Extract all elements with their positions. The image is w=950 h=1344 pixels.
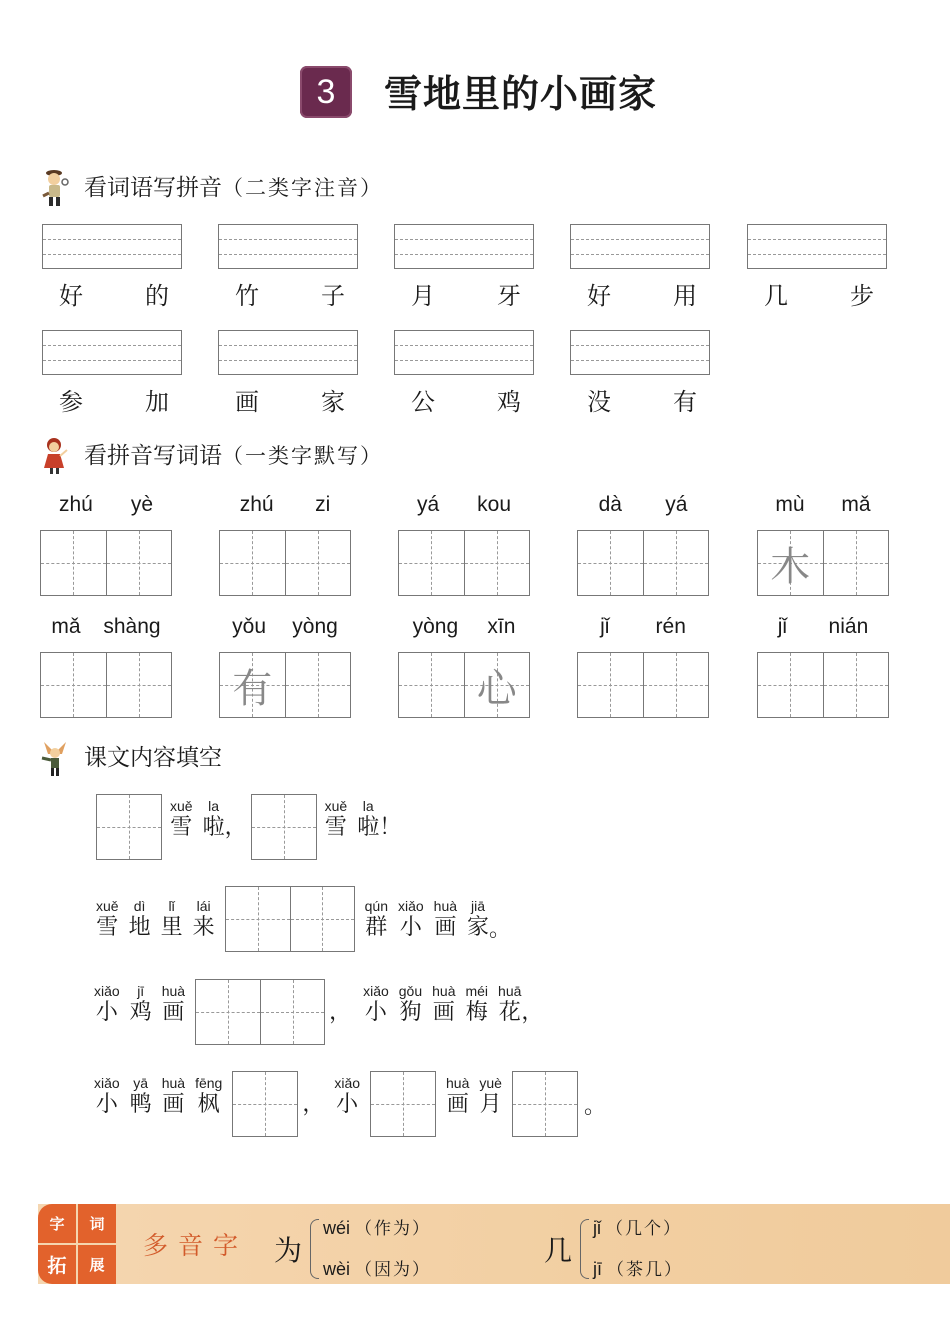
word-grid-item bbox=[757, 614, 889, 718]
answer-grid[interactable] bbox=[251, 794, 317, 860]
tianzi-grid[interactable] bbox=[40, 530, 172, 596]
polyphone-char: 为 bbox=[274, 1234, 303, 1267]
pinyin: zi bbox=[315, 493, 331, 516]
tianzi-grid[interactable] bbox=[219, 652, 351, 718]
pinyin: lǐ bbox=[168, 898, 175, 914]
section-header-fill-blanks bbox=[40, 738, 222, 778]
punctuation: 。 bbox=[489, 917, 512, 942]
hanzi: 雪 bbox=[96, 915, 119, 940]
pinyin: nián bbox=[828, 615, 869, 638]
reading-pinyin: jǐ bbox=[593, 1218, 602, 1238]
pinyin: jiā bbox=[471, 898, 486, 914]
section-note: （一类字默写） bbox=[222, 444, 383, 468]
pinyin: xuě bbox=[170, 798, 193, 814]
punctuation: 。 bbox=[583, 1094, 606, 1119]
trace-char: 木 bbox=[770, 543, 811, 590]
pinyin: huà bbox=[446, 1075, 470, 1091]
pinyin-writing-box[interactable] bbox=[42, 330, 182, 375]
pinyin-item bbox=[570, 224, 714, 311]
hanzi: 啦 bbox=[202, 815, 225, 840]
pinyin: yòng bbox=[292, 615, 338, 638]
hanzi: 有 bbox=[673, 388, 697, 416]
hanzi: 加 bbox=[145, 388, 169, 416]
pinyin: jǐ bbox=[777, 615, 788, 638]
punctuation: ， bbox=[521, 1000, 544, 1025]
pinyin-writing-box[interactable] bbox=[218, 224, 358, 269]
tianzi-grid[interactable] bbox=[40, 652, 172, 718]
trace-char: 心 bbox=[476, 665, 517, 712]
pinyin: mǎ bbox=[51, 615, 81, 638]
pinyin-item bbox=[42, 330, 186, 417]
reading-example: （几个） bbox=[606, 1219, 683, 1239]
answer-grid[interactable] bbox=[195, 979, 325, 1045]
tianzi-grid[interactable] bbox=[398, 530, 530, 596]
hanzi: 枫 bbox=[197, 1092, 220, 1117]
hanzi: 小 bbox=[364, 1000, 387, 1025]
pinyin: yā bbox=[133, 1075, 149, 1091]
word-grid-item bbox=[577, 614, 709, 718]
hanzi: 雪 bbox=[170, 815, 193, 840]
pinyin-writing-box[interactable] bbox=[394, 224, 534, 269]
word-grid-item bbox=[757, 492, 889, 596]
hanzi: 公 bbox=[411, 388, 435, 416]
tile: 字 bbox=[38, 1204, 76, 1243]
pinyin: xiǎo bbox=[94, 983, 120, 999]
hanzi: 鸡 bbox=[497, 388, 521, 416]
hanzi: 画 bbox=[235, 388, 259, 416]
section-title: 看拼音写词语 bbox=[84, 443, 222, 469]
tianzi-grid[interactable] bbox=[757, 530, 889, 596]
pinyin: méi bbox=[465, 983, 489, 999]
pinyin-item bbox=[394, 224, 538, 311]
hanzi: 没 bbox=[587, 388, 611, 416]
trace-char: 有 bbox=[232, 665, 273, 712]
pinyin: dà bbox=[598, 493, 622, 516]
hanzi: 竹 bbox=[235, 282, 259, 310]
pinyin: zhú bbox=[239, 493, 274, 516]
answer-grid[interactable] bbox=[225, 886, 355, 952]
pinyin-item bbox=[42, 224, 186, 311]
punctuation: ， bbox=[302, 1092, 325, 1117]
pinyin: xiǎo bbox=[94, 1075, 120, 1091]
pinyin: rén bbox=[655, 615, 686, 638]
tile: 展 bbox=[78, 1245, 116, 1284]
pinyin: huā bbox=[498, 983, 522, 999]
hanzi: 步 bbox=[850, 282, 874, 310]
punctuation: ！ bbox=[379, 815, 402, 840]
hanzi: 几 bbox=[764, 282, 788, 310]
pinyin: jǐ bbox=[600, 615, 610, 638]
pinyin-item bbox=[218, 330, 362, 417]
punctuation: ， bbox=[329, 1000, 352, 1025]
hanzi: 来 bbox=[192, 915, 215, 940]
hanzi: 好 bbox=[587, 282, 611, 310]
reading-example: （因为） bbox=[355, 1260, 432, 1280]
sentence-line-1 bbox=[96, 794, 401, 860]
hanzi: 花 bbox=[498, 1000, 521, 1025]
polyphone-entry bbox=[274, 1214, 431, 1284]
hanzi: 家 bbox=[467, 915, 490, 940]
pinyin: jī bbox=[137, 983, 145, 999]
pinyin-writing-box[interactable] bbox=[747, 224, 887, 269]
tianzi-grid[interactable] bbox=[398, 652, 530, 718]
pinyin: lái bbox=[196, 898, 211, 914]
section-header-write-pinyin bbox=[40, 168, 383, 208]
hanzi: 小 bbox=[399, 915, 422, 940]
hanzi: 鸭 bbox=[129, 1092, 152, 1117]
mascot-girl-dancer-icon bbox=[40, 436, 70, 476]
hanzi: 狗 bbox=[399, 1000, 422, 1025]
polyphone-entry bbox=[544, 1214, 683, 1284]
pinyin: mù bbox=[775, 493, 805, 516]
hanzi: 小 bbox=[95, 1092, 118, 1117]
lesson-title: 雪地里的小画家 bbox=[384, 71, 658, 116]
pinyin: la bbox=[362, 798, 374, 814]
hanzi: 群 bbox=[365, 915, 388, 940]
mascot-fox-icon bbox=[40, 738, 70, 778]
punctuation: ， bbox=[224, 815, 247, 840]
mascot-boy-explorer-icon bbox=[40, 168, 70, 208]
pinyin: la bbox=[208, 798, 220, 814]
brace bbox=[580, 1219, 589, 1279]
answer-grid[interactable] bbox=[370, 1071, 436, 1137]
pinyin-item bbox=[218, 224, 362, 311]
hanzi: 画 bbox=[432, 1000, 455, 1025]
tianzi-grid[interactable] bbox=[577, 530, 709, 596]
pinyin: huà bbox=[432, 983, 456, 999]
brace bbox=[310, 1219, 319, 1279]
hanzi: 地 bbox=[128, 915, 151, 940]
pinyin: zhú bbox=[58, 493, 93, 516]
hanzi: 的 bbox=[145, 282, 169, 310]
word-grid-item bbox=[398, 492, 530, 596]
hanzi: 画 bbox=[162, 1000, 185, 1025]
reading-pinyin: wéi bbox=[323, 1218, 351, 1238]
tianzi-grid[interactable] bbox=[757, 652, 889, 718]
word-grid-item bbox=[219, 614, 351, 718]
hanzi: 月 bbox=[411, 282, 435, 310]
pinyin-writing-box[interactable] bbox=[218, 330, 358, 375]
section-title: 看词语写拼音 bbox=[84, 175, 222, 201]
word-grid-item bbox=[219, 492, 351, 596]
pinyin-item bbox=[747, 224, 891, 311]
section-title: 课文内容填空 bbox=[84, 745, 222, 771]
reading-example: （茶几） bbox=[607, 1260, 684, 1280]
reading-example: （作为） bbox=[355, 1219, 432, 1239]
reading-pinyin: jī bbox=[593, 1259, 603, 1279]
section-header-write-words bbox=[40, 436, 383, 476]
hanzi: 里 bbox=[160, 915, 183, 940]
hanzi: 家 bbox=[321, 388, 345, 416]
section-note: （二类字注音） bbox=[222, 176, 383, 200]
hanzi: 好 bbox=[59, 282, 83, 310]
polyphone-char: 几 bbox=[544, 1234, 573, 1267]
pinyin: gǒu bbox=[398, 983, 423, 999]
pinyin: yǒu bbox=[232, 615, 266, 638]
pinyin: fēng bbox=[195, 1075, 223, 1091]
hanzi: 雪 bbox=[324, 815, 347, 840]
pinyin: xuě bbox=[324, 798, 348, 814]
hanzi: 月 bbox=[479, 1092, 502, 1117]
pinyin: huà bbox=[161, 1075, 186, 1091]
pinyin: yá bbox=[416, 493, 440, 516]
hanzi: 梅 bbox=[465, 1000, 488, 1025]
hanzi: 牙 bbox=[497, 282, 521, 310]
hanzi: 小 bbox=[95, 1000, 118, 1025]
hanzi: 画 bbox=[162, 1092, 185, 1117]
word-grid-item bbox=[398, 614, 530, 718]
word-grid-item bbox=[40, 614, 172, 718]
hanzi: 用 bbox=[673, 282, 697, 310]
pinyin: xuě bbox=[96, 898, 119, 914]
hanzi: 画 bbox=[446, 1092, 469, 1117]
pinyin: xīn bbox=[487, 615, 516, 638]
hanzi: 鸡 bbox=[129, 1000, 152, 1025]
answer-grid[interactable] bbox=[96, 794, 162, 860]
pinyin-writing-box[interactable] bbox=[394, 330, 534, 375]
pinyin-item bbox=[394, 330, 538, 417]
tianzi-grid[interactable] bbox=[577, 652, 709, 718]
pinyin: shàng bbox=[103, 615, 161, 638]
pinyin: yè bbox=[130, 493, 153, 516]
pinyin: mǎ bbox=[841, 493, 871, 516]
pinyin: yá bbox=[665, 493, 688, 516]
pinyin-writing-box[interactable] bbox=[570, 330, 710, 375]
hanzi: 画 bbox=[434, 915, 457, 940]
sentence-line-3 bbox=[94, 979, 543, 1045]
pinyin-writing-box[interactable] bbox=[570, 224, 710, 269]
answer-grid[interactable] bbox=[512, 1071, 578, 1137]
pinyin: yuè bbox=[479, 1075, 502, 1091]
pinyin-writing-box[interactable] bbox=[42, 224, 182, 269]
pinyin: xiǎo bbox=[363, 983, 389, 999]
pinyin: kou bbox=[477, 493, 511, 516]
polyphone-label: 多音字 bbox=[143, 1231, 249, 1260]
hanzi: 子 bbox=[321, 282, 345, 310]
pinyin: yòng bbox=[412, 615, 459, 638]
pinyin: xiǎo bbox=[334, 1075, 361, 1091]
hanzi: 小 bbox=[336, 1092, 359, 1117]
pinyin: huà bbox=[161, 983, 186, 999]
expansion-tiles bbox=[38, 1204, 116, 1284]
tile: 词 bbox=[78, 1204, 116, 1243]
lesson-number-badge: 3 bbox=[300, 66, 352, 118]
sentence-line-4 bbox=[94, 1071, 606, 1137]
pinyin: huà bbox=[433, 898, 458, 914]
word-expansion-band bbox=[38, 1204, 950, 1284]
pinyin-item bbox=[570, 330, 714, 417]
pinyin: qún bbox=[364, 898, 388, 914]
sentence-line-2 bbox=[96, 886, 511, 952]
word-grid-item bbox=[577, 492, 709, 596]
hanzi: 参 bbox=[59, 388, 83, 416]
pinyin: xiǎo bbox=[397, 898, 424, 914]
tile: 拓 bbox=[38, 1245, 76, 1284]
word-grid-item bbox=[40, 492, 172, 596]
reading-pinyin: wèi bbox=[323, 1259, 351, 1279]
answer-grid[interactable] bbox=[232, 1071, 298, 1137]
pinyin: dì bbox=[133, 898, 146, 914]
tianzi-grid[interactable] bbox=[219, 530, 351, 596]
hanzi: 啦 bbox=[357, 815, 380, 840]
